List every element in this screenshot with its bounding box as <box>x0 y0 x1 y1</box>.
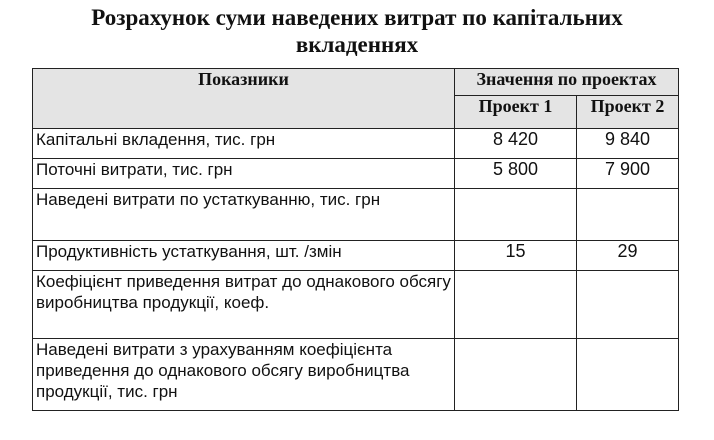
table-row <box>33 241 679 271</box>
row-label: Поточні витрати, тис. грн <box>33 159 455 189</box>
table-row <box>33 339 679 411</box>
project-2-value <box>577 189 679 241</box>
project-2-value <box>577 271 679 339</box>
header-indicators: Показники <box>33 69 455 129</box>
cost-calculation-table <box>32 68 679 411</box>
table-row <box>33 159 679 189</box>
row-label: Наведені витрати з урахуванням коефіцієнта приведення до однакового обсягу виробництва продукції, тис. грн <box>33 339 455 411</box>
project-2-value: 9 840 <box>577 129 679 159</box>
row-label: Наведені витрати по устаткуванню, тис. грн <box>33 189 455 241</box>
table-row <box>33 129 679 159</box>
project-1-value: 8 420 <box>455 129 577 159</box>
header-values-by-project: Значення по проектах <box>455 69 679 96</box>
header-row-1 <box>33 69 679 96</box>
table-row <box>33 271 679 339</box>
row-label: Продуктивність устаткування, шт. /змін <box>33 241 455 271</box>
title-line-2: вкладеннях <box>295 32 419 57</box>
row-label: Коефіцієнт приведення витрат до однакового обсягу виробництва продукції, коеф. <box>33 271 455 339</box>
project-1-value: 15 <box>455 241 577 271</box>
header-project-2: Проект 2 <box>577 96 679 129</box>
document-title <box>0 4 714 58</box>
project-1-value <box>455 339 577 411</box>
project-2-value: 7 900 <box>577 159 679 189</box>
header-project-1: Проект 1 <box>455 96 577 129</box>
project-2-value <box>577 339 679 411</box>
project-1-value <box>455 271 577 339</box>
project-1-value: 5 800 <box>455 159 577 189</box>
project-1-value <box>455 189 577 241</box>
table-row <box>33 189 679 241</box>
title-line-1: Розрахунок суми наведених витрат по капітальних <box>91 5 623 30</box>
project-2-value: 29 <box>577 241 679 271</box>
row-label: Капітальні вкладення, тис. грн <box>33 129 455 159</box>
